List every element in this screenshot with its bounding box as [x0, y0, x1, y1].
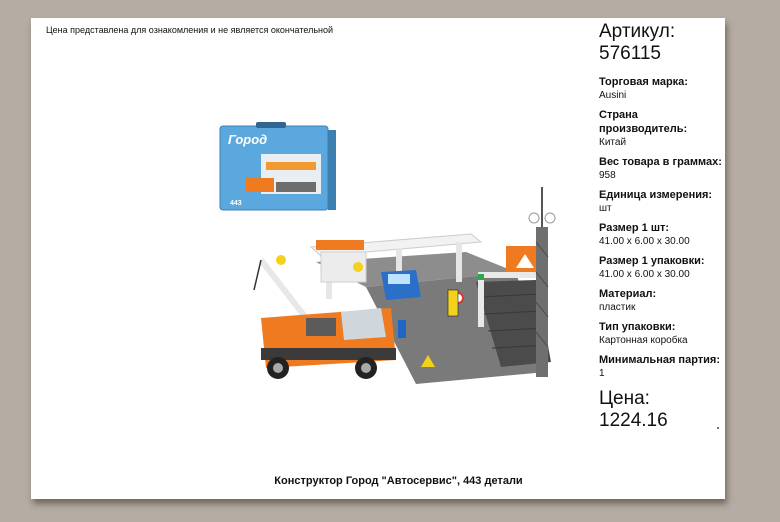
spec-value: Картонная коробка: [599, 335, 688, 346]
price-label: Цена:: [599, 388, 650, 409]
spec-label: Страна производитель:: [599, 109, 688, 135]
spec-value: 41.00 x 6.00 x 30.00: [599, 236, 690, 247]
spec-value: Китай: [599, 137, 627, 148]
spec-item: [599, 221, 729, 248]
spec-item: [599, 254, 729, 281]
price-value: 1224.16: [599, 410, 668, 431]
price-block: [599, 388, 729, 432]
product-image: [216, 122, 571, 397]
spec-value: 1: [599, 368, 605, 379]
spec-item: [599, 188, 729, 215]
spec-label: Минимальная партия:: [599, 354, 720, 366]
product-box-image: [220, 122, 336, 210]
product-info-panel: [599, 21, 729, 432]
spec-item: [599, 155, 729, 182]
article-value: 576115: [599, 43, 661, 64]
article-block: [599, 21, 729, 65]
spec-label: Тип упаковки:: [599, 321, 676, 333]
spec-label: Торговая марка:: [599, 76, 688, 88]
spec-value: 41.00 x 6.00 x 30.00: [599, 269, 690, 280]
spec-item: [599, 108, 729, 149]
decorative-dot: [717, 427, 719, 429]
spec-label: Единица измерения:: [599, 189, 713, 201]
spec-value: пластик: [599, 302, 636, 313]
spec-item: [599, 353, 729, 380]
spec-label: Материал:: [599, 288, 657, 300]
spec-label: Вес товара в граммах:: [599, 156, 722, 168]
price-disclaimer: Цена представлена для ознакомления и не является окончательной: [46, 25, 334, 35]
box-brand-text: Город: [228, 132, 268, 147]
spec-value: 958: [599, 170, 616, 181]
box-pieces-text: 443: [230, 200, 242, 207]
spec-item: [599, 320, 729, 347]
spec-label: Размер 1 шт:: [599, 222, 670, 234]
article-label: Артикул:: [599, 21, 676, 42]
spec-value: шт: [599, 203, 612, 214]
spec-value: Ausini: [599, 90, 627, 101]
product-title: Конструктор Город "Автосервис", 443 детали: [274, 475, 523, 487]
spec-item: [599, 287, 729, 314]
spec-label: Размер 1 упаковки:: [599, 255, 705, 267]
product-sheet: [31, 18, 725, 499]
spec-item: [599, 75, 729, 102]
